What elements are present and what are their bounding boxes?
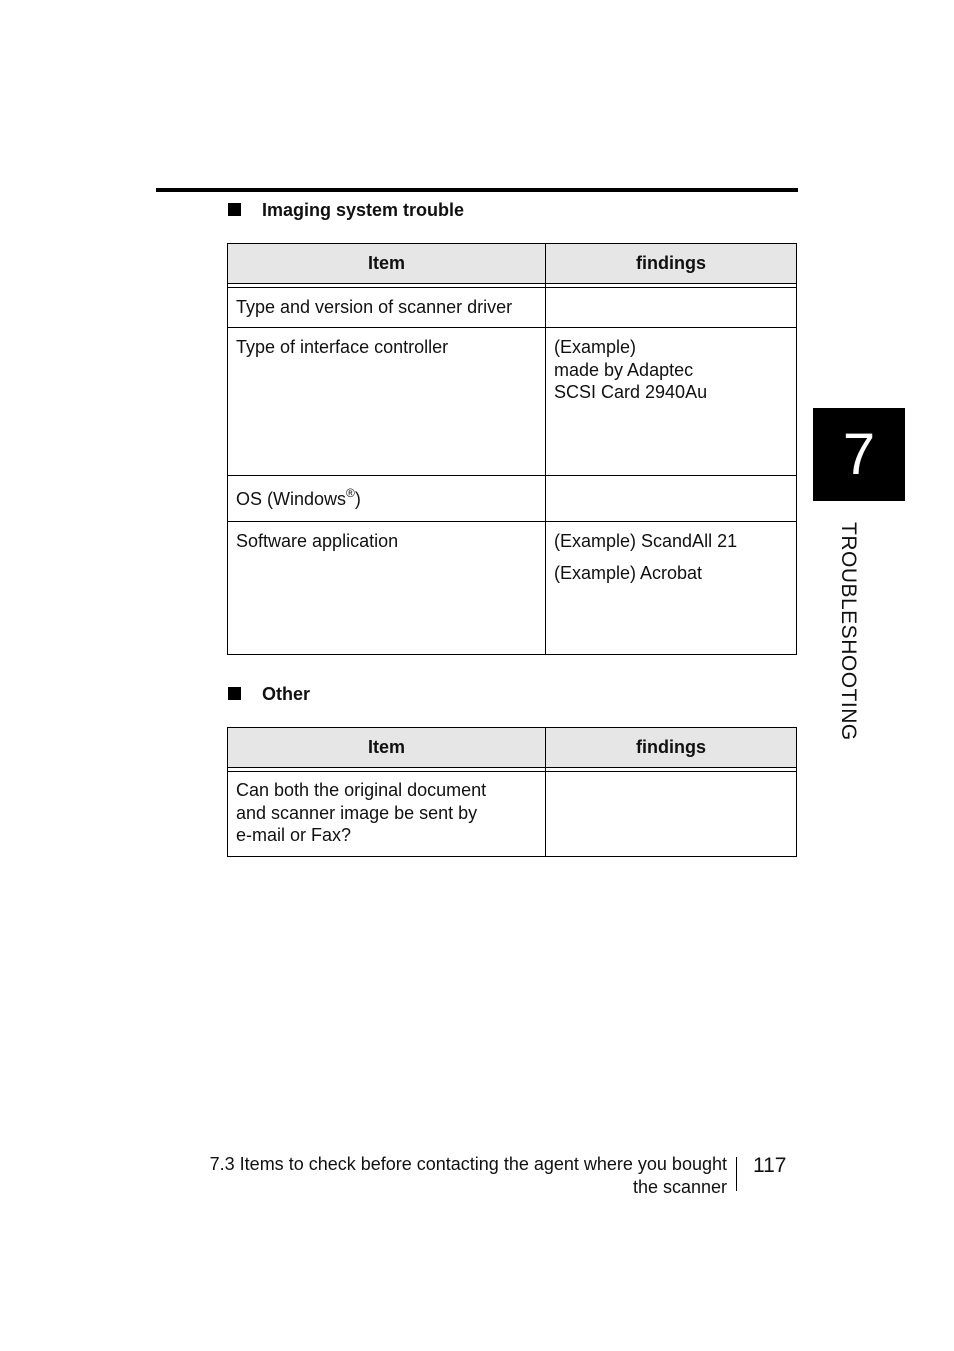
item-text: Software application — [236, 531, 399, 551]
table-row — [228, 522, 797, 655]
column-header-findings: findings — [546, 244, 797, 284]
chapter-side-label: TROUBLESHOOTING — [837, 522, 860, 741]
table-row — [228, 772, 797, 857]
section-heading-other — [228, 683, 310, 705]
findings-text: (Example) ScandAll 21 — [554, 531, 738, 551]
column-header-findings: findings — [546, 728, 797, 768]
item-cell — [228, 328, 546, 476]
column-header-item: Item — [228, 728, 546, 768]
imaging-trouble-table — [227, 243, 797, 655]
item-cell — [228, 476, 546, 522]
findings-cell — [546, 328, 797, 476]
chapter-tab: 7 — [813, 408, 905, 501]
findings-text: (Example) Acrobat — [554, 562, 703, 583]
section-heading-text: Other — [262, 684, 311, 704]
table-header-row — [228, 728, 797, 768]
findings-text: (Example) — [554, 337, 637, 357]
table-row — [228, 476, 797, 522]
item-text: Type of interface controller — [236, 337, 449, 357]
square-bullet-icon — [228, 203, 241, 216]
column-header-item: Item — [228, 244, 546, 284]
findings-text: made by Adaptec — [554, 359, 694, 380]
table-header-row — [228, 244, 797, 284]
footer-line-2: the scanner — [632, 1177, 727, 1197]
item-cell — [228, 522, 546, 655]
item-text: e-mail or Fax? — [236, 825, 352, 845]
findings-cell — [546, 288, 797, 328]
item-text: Type and version of scanner driver — [236, 297, 513, 317]
table-row — [228, 288, 797, 328]
findings-cell — [546, 476, 797, 522]
section-heading-text: Imaging system trouble — [262, 200, 465, 220]
findings-text: SCSI Card 2940Au — [554, 382, 708, 402]
other-table — [227, 727, 797, 857]
item-cell — [228, 772, 546, 857]
square-bullet-icon — [228, 687, 241, 700]
top-rule — [156, 188, 798, 192]
item-text: OS (Windows®) — [236, 486, 361, 509]
item-cell — [228, 288, 546, 328]
findings-cell — [546, 522, 797, 655]
findings-cell — [546, 772, 797, 857]
item-text: and scanner image be sent by — [236, 802, 478, 823]
footer-divider — [736, 1157, 737, 1191]
footer-line-1: 7.3 Items to check before contacting the agent where you bought — [209, 1154, 727, 1174]
page-number: 117 — [753, 1154, 787, 1177]
section-heading-imaging — [228, 199, 464, 221]
item-text: Can both the original document — [236, 780, 487, 800]
registered-mark: ® — [346, 486, 355, 500]
table-row — [228, 328, 797, 476]
footer-section-title — [210, 1153, 727, 1199]
